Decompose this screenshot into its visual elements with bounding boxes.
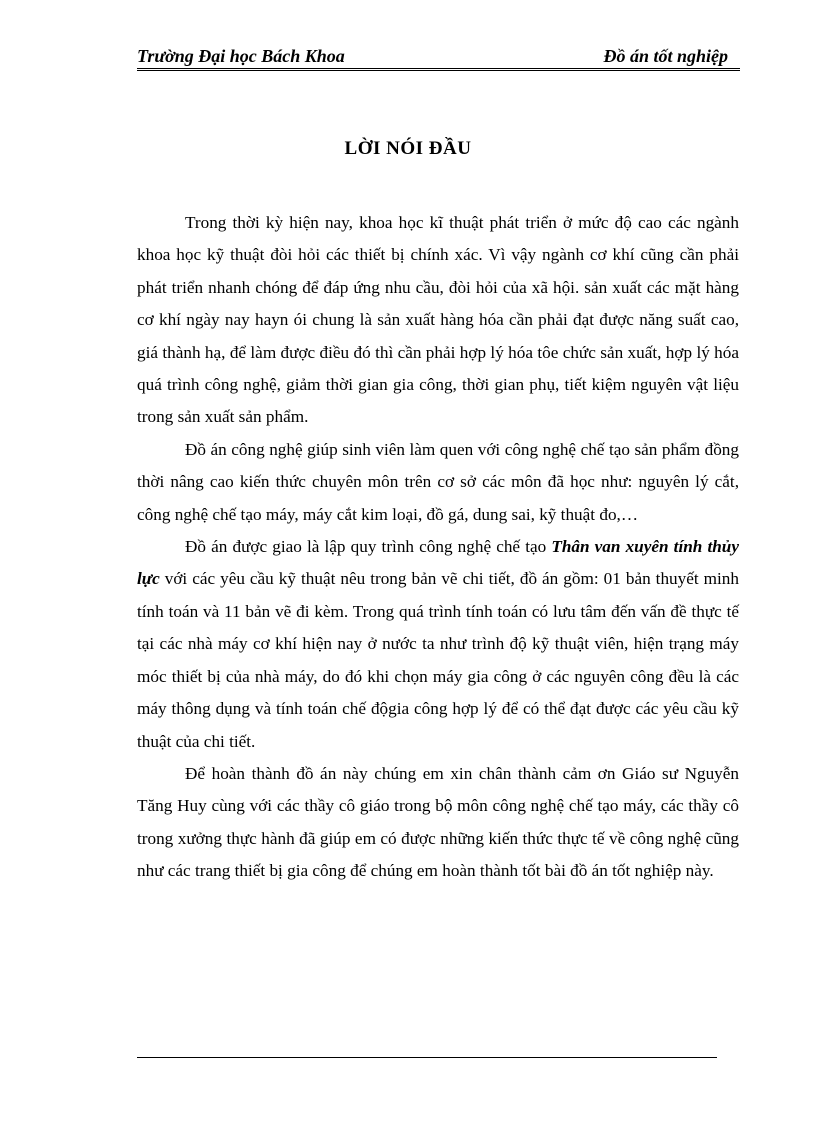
document-type: Đồ án tốt nghiệp: [603, 46, 728, 66]
footer-divider: [137, 1057, 717, 1058]
paragraph-acknowledgement: Để hoàn thành đồ án này chúng em xin chân thành cảm ơn Giáo sư Nguyễn Tăng Huy cùng với các thầy cô giáo trong bộ môn công nghệ chế tạo máy, các thầy cô trong xưởng thực hành đã giúp em có được những kiến thức thực tế về công nghệ cũng như các trang thiết bị gia công để chúng em hoàn thành tốt bài đồ án tốt nghiệp này.: [137, 763, 739, 881]
page-header: [137, 44, 740, 71]
page-title: LỜI NÓI ĐẦU: [344, 138, 472, 159]
project-name: Thân van xuyên tính thủy lực: [137, 537, 739, 589]
assignment-text-end: với các yêu cầu kỹ thuật nêu trong bản vẽ chi tiết, đồ án gồm: 01 bản thuyết minh tính toán và 11 bản vẽ đi kèm. Trong quá trình tính toán có lưu tâm đến vấn đề thực tế tại các nhà máy cơ khí hiện nay ở nước ta như trình độ kỹ thuật viên, hiện trạng máy móc thiết bị của nhà máy, do đó khi chọn máy gia công ở các nguyên công đều là các máy thông dụng và tính toán chế độgia công hợp lý để có thể đạt được các yêu cầu kỹ thuật của chi tiết.: [137, 569, 739, 751]
paragraph-intro: Trong thời kỳ hiện nay, khoa học kĩ thuật phát triển ở mức độ cao các ngành khoa học kỹ thuật đòi hỏi các thiết bị chính xác. Vì vậy ngành cơ khí cũng cần phải phát triển nhanh chóng để đáp ứng nhu cầu, đòi hỏi của xã hội. sản xuất các mặt hàng cơ khí ngày nay hayn ói chung là sản xuất hàng hóa cần phải đạt được năng suất cao, giá thành hạ, để làm được điều đó thì cần phải hợp lý hóa tôe chức sản xuất, hợp lý hóa quá trình công nghệ, giảm thời gian gia công, thời gian phụ, tiết kiệm nguyên vật liệu trong sản xuất sản phẩm.: [137, 213, 739, 427]
university-name: Trường Đại học Bách Khoa: [137, 46, 345, 66]
paragraph-assignment: [137, 531, 739, 758]
assignment-text-start: Đồ án được giao là lập quy trình công nghệ chế tạo: [185, 537, 552, 557]
paragraph-purpose: Đồ án công nghệ giúp sinh viên làm quen với công nghệ chế tạo sản phẩm đồng thời nâng cao kiến thức chuyên môn trên cơ sở các môn đã học như: nguyên lý cắt, công nghệ chế tạo máy, máy cắt kim loại, đồ gá, dung sai, kỹ thuật đo,…: [137, 439, 739, 524]
document-body: [137, 207, 739, 888]
